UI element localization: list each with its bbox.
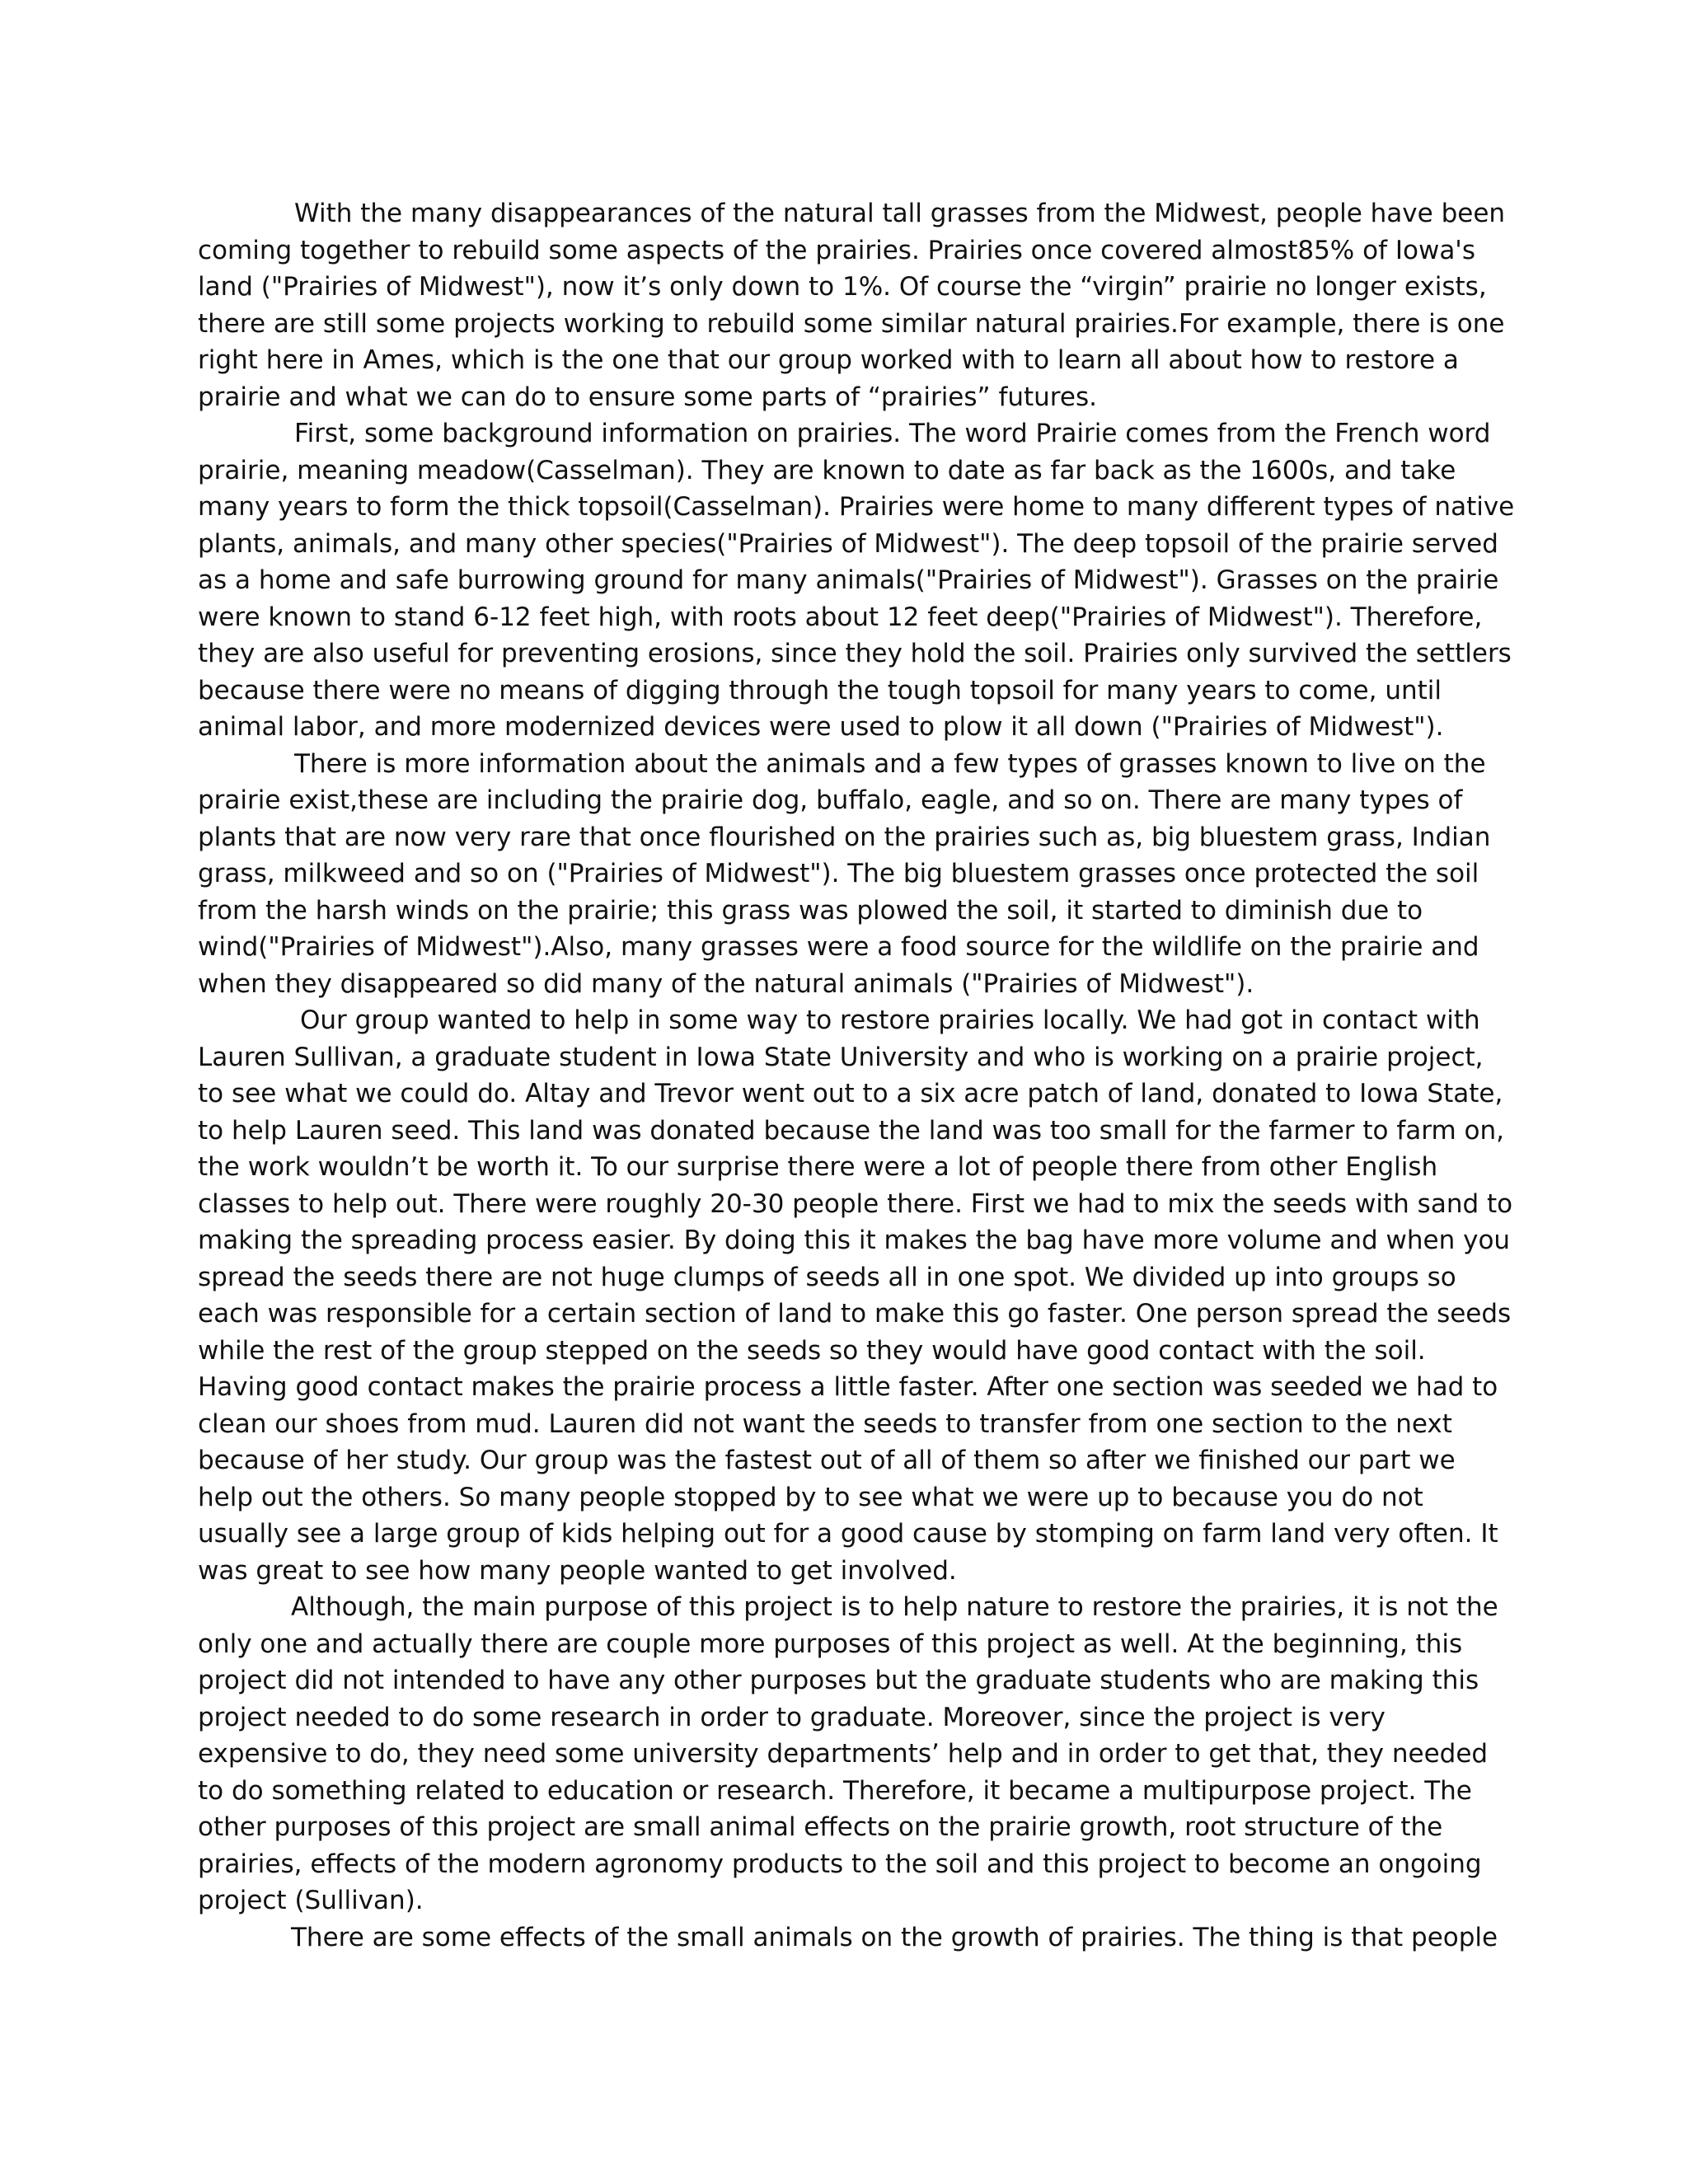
document-body [198, 195, 1517, 1956]
paragraph-small-animals: There are some effects of the small animals on the growth of prairies. The thing is that people [291, 1922, 1498, 1952]
paragraph-group-work: Our group wanted to help in some way to restore prairies locally. We had got in contact with Lauren Sullivan, a graduate student in Iowa State University and who is working on a prairie project, to see what we could do. Altay and Trevor went out to a six acre patch of land, donated to Iowa State, to help Lauren seed. This land was donated because the land was too small for the farmer to farm on, the work wouldn’t be worth it. To our surprise there were a lot of people there from other English classes to help out. There were roughly 20-30 people there. First we had to mix the seeds with sand to making the spreading process easier. By doing this it makes the bag have more volume and when you spread the seeds there are not huge clumps of seeds all in one spot. We divided up into groups so each was responsible for a certain section of land to make this go faster. One person spread the seeds while the rest of the group stepped on the seeds so they would have good contact with the soil. Having good contact makes the prairie process a little faster. After one section was seeded we had to clean our shoes from mud. Lauren did not want the seeds to transfer from one section to the next because of her study. Our group was the fastest out of all of them so after we finished our part we help out the others. So many people stopped by to see what we were up to because you do not usually see a large group of kids helping out for a good cause by stomping on farm land very often. It was great to see how many people wanted to get involved. [198, 1005, 1513, 1586]
paragraph-animals-grasses: There is more information about the animals and a few types of grasses known to live on the prairie exist,these are including the prairie dog, buffalo, eagle, and so on. There are many types of plants that are now very rare that once flourished on the prairies such as, big bluestem grass, Indian grass, milkweed and so on ("Prairies of Midwest"). The big bluestem grasses once protected the soil from the harsh winds on the prairie; this grass was plowed the soil, it started to diminish due to wind("Prairies of Midwest").Also, many grasses were a food source for the wildlife on the prairie and when they disappeared so did many of the natural animals ("Prairies of Midwest"). [198, 748, 1491, 999]
paragraph-project-purposes: Although, the main purpose of this project is to help nature to restore the prairies, it is not the only one and actually there are couple more purposes of this project as well. At the beginning, this project did not intended to have any other purposes but the graduate students who are making this project needed to do some research in order to graduate. Moreover, since the project is very expensive to do, they need some university departments’ help and in order to get that, they needed to do something related to education or research. Therefore, it became a multipurpose project. The other purposes of this project are small animal effects on the prairie growth, root structure of the prairies, effects of the modern agronomy products to the soil and this project to become an ongoing project (Sullivan). [198, 1592, 1498, 1915]
paragraph-intro: With the many disappearances of the natural tall grasses from the Midwest, people have been coming together to rebuild some aspects of the prairies. Prairies once covered almost85% of Iowa's land ("Prairies of Midwest"), now it’s only down to 1%. Of course the “virgin” prairie no longer exists, there are still some projects working to rebuild some similar natural prairies.For example, there is one right here in Ames, which is the one that our group worked with to learn all about how to restore a prairie and what we can do to ensure some parts of “prairies” futures. [198, 199, 1506, 412]
paragraph-background: First, some background information on prairies. The word Prairie comes from the French word prairie, meaning meadow(Casselman). They are known to date as far back as the 1600s, and take many years to form the thick topsoil(Casselman). Prairies were home to many different types of native plants, animals, and many other species("Prairies of Midwest"). The deep topsoil of the prairie served as a home and safe burrowing ground for many animals("Prairies of Midwest"). Grasses on the prairie were known to stand 6-12 feet high, with roots about 12 feet deep("Prairies of Midwest"). Therefore, they are also useful for preventing erosions, since they hold the soil. Prairies only survived the settlers because there were no means of digging through the tough topsoil for many years to come, until animal labor, and more modernized devices were used to plow it all down ("Prairies of Midwest"). [198, 419, 1515, 742]
